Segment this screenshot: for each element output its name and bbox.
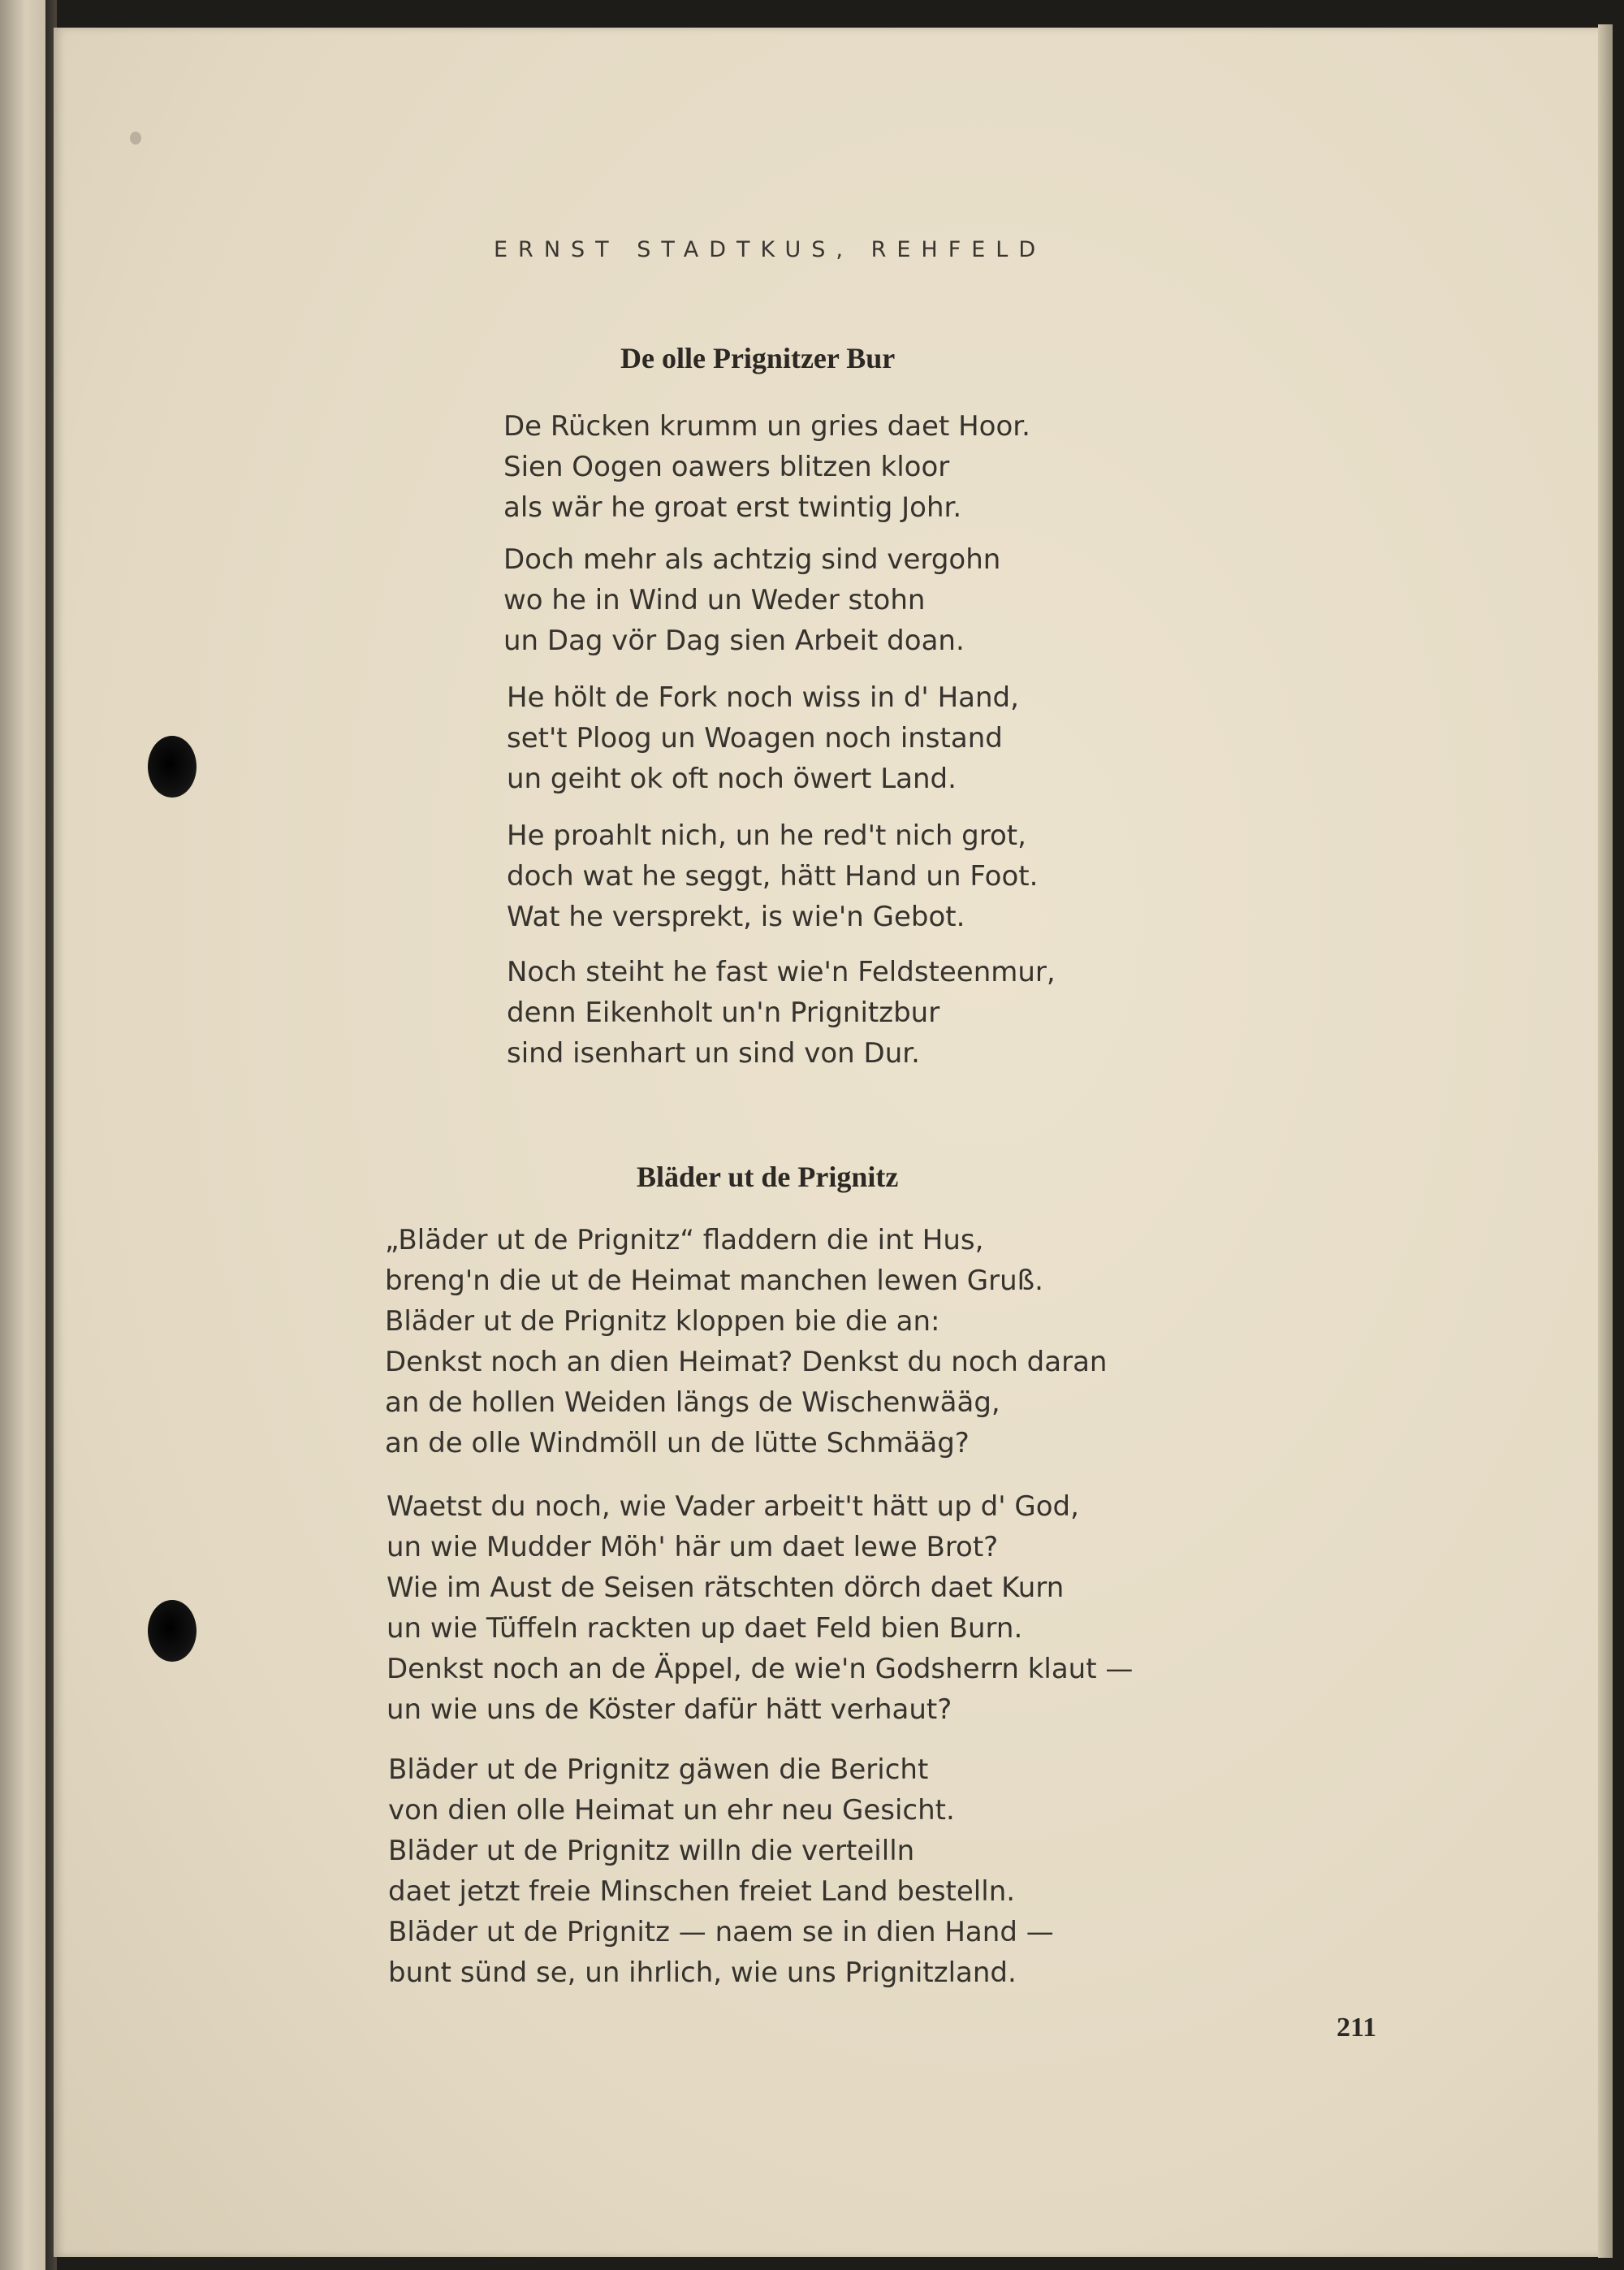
verse-line: Wat he versprekt, is wie'n Gebot.: [507, 901, 965, 933]
poem-2-stanza-2: [387, 1486, 1133, 1730]
poem-1-stanza-1: [503, 406, 1030, 528]
verse-line: un wie Mudder Möh' här um daet lewe Brot?: [387, 1531, 999, 1563]
verse-line: un Dag vör Dag sien Arbeit doan.: [503, 625, 965, 657]
punch-hole-bottom: [148, 1600, 197, 1662]
verse-line: Bläder ut de Prignitz gäwen die Bericht: [388, 1753, 929, 1786]
paper-speck: [130, 132, 141, 145]
verse-line: set't Ploog un Woagen noch instand: [507, 722, 1003, 755]
verse-line: sind isenhart un sind von Dur.: [507, 1037, 920, 1070]
poem-1-stanza-3: [507, 677, 1019, 799]
verse-line: un geiht ok oft noch öwert Land.: [507, 763, 957, 795]
verse-line: De Rücken krumm un gries daet Hoor.: [503, 410, 1030, 443]
previous-page-edge: [0, 0, 47, 2270]
verse-line: He hölt de Fork noch wiss in d' Hand,: [507, 681, 1019, 714]
page-stack-edge: [1598, 24, 1613, 2258]
verse-line: Bläder ut de Prignitz — naem se in dien Hand —: [388, 1916, 1054, 1948]
author-heading: ERNST STADTKUS, REHFELD: [494, 237, 1047, 262]
verse-line: Doch mehr als achtzig sind vergohn: [503, 543, 1001, 576]
verse-line: un wie Tüffeln rackten up daet Feld bien Burn.: [387, 1612, 1023, 1645]
verse-line: Waetst du noch, wie Vader arbeit't hätt up d' God,: [387, 1490, 1079, 1523]
verse-line: als wär he groat erst twintig Johr.: [503, 491, 962, 524]
verse-line: Sien Oogen oawers blitzen kloor: [503, 451, 950, 483]
poem-1-stanza-2: [503, 539, 1000, 661]
verse-line: Wie im Aust de Seisen rätschten dörch daet Kurn: [387, 1572, 1065, 1604]
verse-line: an de olle Windmöll un de lütte Schmääg?: [385, 1427, 970, 1459]
poem-title-2: Bläder ut de Prignitz: [637, 1161, 899, 1193]
verse-line: doch wat he seggt, hätt Hand un Foot.: [507, 860, 1039, 893]
verse-line: von dien olle Heimat un ehr neu Gesicht.: [388, 1794, 955, 1827]
verse-line: He proahlt nich, un he red't nich grot,: [507, 819, 1026, 852]
verse-line: Denkst noch an de Äppel, de wie'n Godsherrn klaut —: [387, 1653, 1134, 1685]
verse-line: Denkst noch an dien Heimat? Denkst du noch daran: [385, 1346, 1108, 1378]
verse-line: Bläder ut de Prignitz kloppen bie die an:: [385, 1305, 940, 1338]
poem-title-1: De olle Prignitzer Bur: [620, 342, 896, 374]
verse-line: bunt sünd se, un ihrlich, wie uns Prignitzland.: [388, 1957, 1017, 1989]
verse-line: daet jetzt freie Minschen freiet Land bestelln.: [388, 1875, 1016, 1908]
punch-hole-top: [148, 736, 197, 798]
verse-line: denn Eikenholt un'n Prignitzbur: [507, 997, 940, 1029]
poem-2-stanza-3: [388, 1749, 1054, 1993]
verse-line: un wie uns de Köster dafür hätt verhaut?: [387, 1693, 952, 1726]
poem-1-stanza-4: [507, 815, 1038, 937]
verse-line: „Bläder ut de Prignitz“ fladdern die int Hus,: [385, 1224, 984, 1256]
verse-line: an de hollen Weiden längs de Wischenwääg,: [385, 1386, 1000, 1419]
poem-1-stanza-5: [507, 952, 1056, 1074]
verse-line: Bläder ut de Prignitz willn die verteilln: [388, 1835, 915, 1867]
verse-line: breng'n die ut de Heimat manchen lewen Gruß.: [385, 1265, 1043, 1297]
page-number: 211: [1337, 2013, 1377, 2043]
poem-2-stanza-1: [385, 1220, 1107, 1464]
verse-line: Noch steiht he fast wie'n Feldsteenmur,: [507, 956, 1056, 988]
verse-line: wo he in Wind un Weder stohn: [503, 584, 926, 616]
